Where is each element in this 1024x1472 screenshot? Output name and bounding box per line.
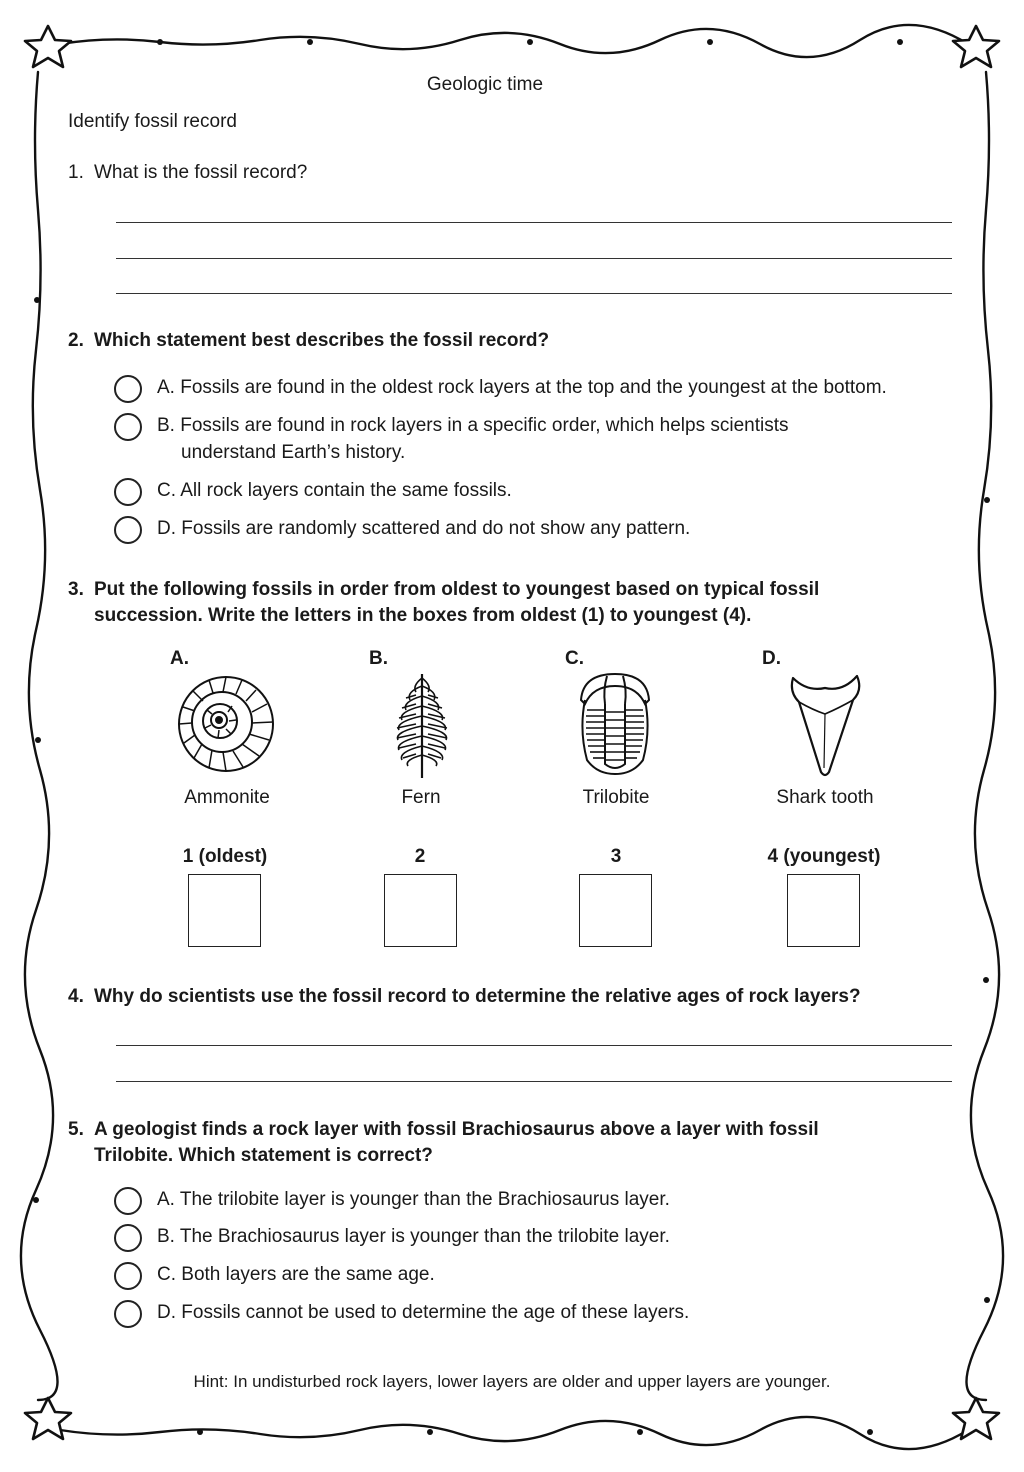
fossil-letter-b: B. <box>369 648 388 669</box>
order-label-3: 3 <box>610 846 622 867</box>
radio-circle[interactable] <box>114 1262 142 1290</box>
radio-circle[interactable] <box>114 478 142 506</box>
question-number: 5. <box>68 1119 84 1140</box>
question-2 <box>68 328 549 354</box>
answer-line[interactable] <box>116 1081 952 1082</box>
border-top <box>60 25 968 57</box>
radio-circle[interactable] <box>114 413 142 441</box>
question-1 <box>68 160 307 186</box>
answer-line[interactable] <box>116 293 952 294</box>
page-title: Geologic time <box>426 74 544 95</box>
order-label-4: 4 (youngest) <box>767 846 881 867</box>
border-bottom <box>60 1417 968 1449</box>
border-left <box>21 72 58 1400</box>
order-label-2: 2 <box>414 846 426 867</box>
question-number: 3. <box>68 579 84 600</box>
answer-line[interactable] <box>116 222 952 223</box>
option-text: C. Both layers are the same age. <box>157 1264 435 1285</box>
question-text: What is the fossil record? <box>94 162 308 183</box>
option-text: B. The Brachiosaurus layer is younger than the trilobite layer. <box>157 1226 670 1247</box>
fossil-name-shark-tooth: Shark tooth <box>776 787 874 808</box>
question-5 <box>68 1117 819 1169</box>
shark-tooth-icon <box>787 670 863 778</box>
fossil-name-trilobite: Trilobite <box>582 787 650 808</box>
option-text: C. All rock layers contain the same fossils. <box>157 480 512 501</box>
worksheet-subtitle: Identify fossil record <box>68 111 237 132</box>
order-label-1: 1 (oldest) <box>182 846 268 867</box>
answer-line[interactable] <box>116 1045 952 1046</box>
question-text-line1: A geologist finds a rock layer with fossil Brachiosaurus above a layer with fossil <box>94 1119 819 1140</box>
fossil-name-fern: Fern <box>401 787 441 808</box>
star-bottom-left-icon <box>25 1398 71 1439</box>
fossil-letter-c: C. <box>565 648 584 669</box>
answer-line[interactable] <box>116 258 952 259</box>
question-4 <box>68 984 861 1010</box>
fossil-letter-d: D. <box>762 648 781 669</box>
border-right <box>966 72 1003 1400</box>
option-text: D. Fossils are randomly scattered and do not show any pattern. <box>157 518 691 539</box>
question-number: 1. <box>68 162 84 183</box>
question-text-line1: Put the following fossils in order from oldest to youngest based on typical fossil <box>94 579 820 600</box>
question-text: Which statement best describes the fossil record? <box>94 330 550 351</box>
question-text-line2: Trilobite. Which statement is correct? <box>94 1145 433 1166</box>
option-text: A. The trilobite layer is younger than the Brachiosaurus layer. <box>157 1189 670 1210</box>
hint-text: Hint: In undisturbed rock layers, lower layers are older and upper layers are younger. <box>193 1372 831 1391</box>
radio-circle[interactable] <box>114 1187 142 1215</box>
question-3 <box>68 577 819 629</box>
radio-circle[interactable] <box>114 516 142 544</box>
answer-box-2[interactable] <box>384 874 457 947</box>
question-number: 4. <box>68 986 84 1007</box>
question-text: Why do scientists use the fossil record to determine the relative ages of rock layers? <box>94 986 861 1007</box>
answer-box-3[interactable] <box>579 874 652 947</box>
option-text: D. Fossils cannot be used to determine the age of these layers. <box>157 1302 690 1323</box>
fossil-letter-a: A. <box>170 648 189 669</box>
fern-icon <box>390 670 454 780</box>
radio-circle[interactable] <box>114 1300 142 1328</box>
trilobite-icon <box>577 670 653 778</box>
ammonite-icon <box>176 674 276 774</box>
option-text <box>157 412 789 466</box>
star-top-left-icon <box>25 26 71 67</box>
radio-circle[interactable] <box>114 375 142 403</box>
fossil-name-ammonite: Ammonite <box>184 787 270 808</box>
star-bottom-right-icon <box>953 1398 999 1439</box>
answer-box-1[interactable] <box>188 874 261 947</box>
option-text-line1: B. Fossils are found in rock layers in a specific order, which helps scientists <box>157 415 789 436</box>
question-number: 2. <box>68 330 84 351</box>
option-text-line2: understand Earth’s history. <box>181 442 406 463</box>
star-top-right-icon <box>953 26 999 67</box>
radio-circle[interactable] <box>114 1224 142 1252</box>
option-text: A. Fossils are found in the oldest rock layers at the top and the youngest at the bottom. <box>157 377 887 398</box>
question-text-line2: succession. Write the letters in the boxes from oldest (1) to youngest (4). <box>94 605 752 626</box>
answer-box-4[interactable] <box>787 874 860 947</box>
